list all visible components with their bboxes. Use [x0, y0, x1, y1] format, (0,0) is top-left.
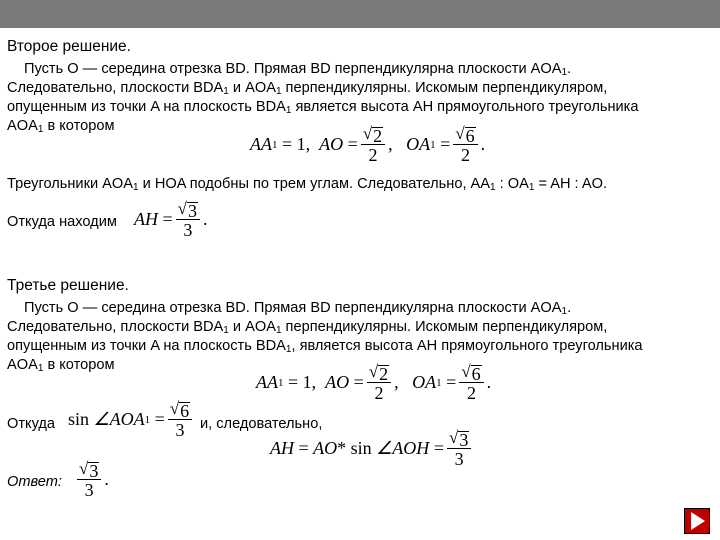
otkuda-label: Откуда	[7, 416, 56, 432]
formula-second-values: AA 1 = 1, AO = √ 2 2 , OA 1 = √ 6 2 .	[250, 124, 486, 165]
s2-line3: опущенным из точки A на плоскость $BDA_1$ является высота AH прямоугольного треугольника	[7, 99, 639, 116]
play-arrow-icon	[685, 509, 709, 533]
answer-label: Ответ:	[7, 474, 62, 490]
s3-line1: Пусть O — середина отрезка BD. Прямая BD перпендикулярна плоскости $AOA_1$.	[24, 300, 572, 317]
fraction-sqrt3-over-3-b: √ 3 3	[447, 428, 471, 469]
s2-line2: Следовательно, плоскости $BDA_1$ и $AOA_1$ перпендикулярны. Искомым перпендикуляром,	[7, 80, 608, 97]
heading-second-solution: Второе решение.	[7, 38, 131, 55]
formula-sin-angle: sin ∠AOA 1 = √ 6 3	[68, 399, 195, 440]
fraction-sqrt3-over-3: √ 3 3	[176, 199, 200, 240]
s3-line3: опущенным из точки A на плоскость $BDA_1$, является высота AH прямоугольного треугольника	[7, 338, 643, 355]
formula-third-values: AA 1 = 1, AO = √ 2 2 , OA 1 = √ 6 2 .	[256, 362, 492, 403]
find-label: Откуда находим	[7, 214, 117, 230]
formula-ah-sin: AH = AO * sin ∠AOH = √ 3 3	[270, 428, 474, 469]
triangles-line: Треугольники $AOA_1$ и HOA подобны по трем углам. Следовательно, $AA_1$ : $OA_1$ = AH : AO.	[7, 176, 608, 193]
fraction-answer-sqrt3-over-3: √ 3 3	[77, 459, 101, 500]
formula-answer: √ 3 3 .	[79, 459, 109, 500]
heading-third-solution: Третье решение.	[7, 277, 129, 294]
s2-line4: $AOA_1$ в котором	[7, 118, 115, 135]
s3-line2: Следовательно, плоскости $BDA_1$ и $AOA_1$ перпендикулярны. Искомым перпендикуляром,	[7, 319, 608, 336]
fraction-sqrt6-over-3: √ 6 3	[168, 399, 192, 440]
fraction-sqrt6-over-2: √ 6 2	[453, 124, 477, 165]
top-bar	[0, 0, 720, 28]
s2-line1: Пусть O — середина отрезка BD. Прямая BD перпендикулярна плоскости $AOA_1$.	[24, 61, 572, 78]
fraction-sqrt2-over-2-b: √ 2 2	[367, 362, 391, 403]
fraction-sqrt2-over-2: √ 2 2	[361, 124, 385, 165]
s3-line4: $AOA_1$ в котором	[7, 357, 115, 374]
next-slide-button[interactable]	[684, 508, 710, 534]
formula-ah-result: AH = √ 3 3 .	[134, 199, 208, 240]
fraction-sqrt6-over-2-b: √ 6 2	[459, 362, 483, 403]
sledovatelno-label: и, следовательно,	[200, 416, 323, 432]
